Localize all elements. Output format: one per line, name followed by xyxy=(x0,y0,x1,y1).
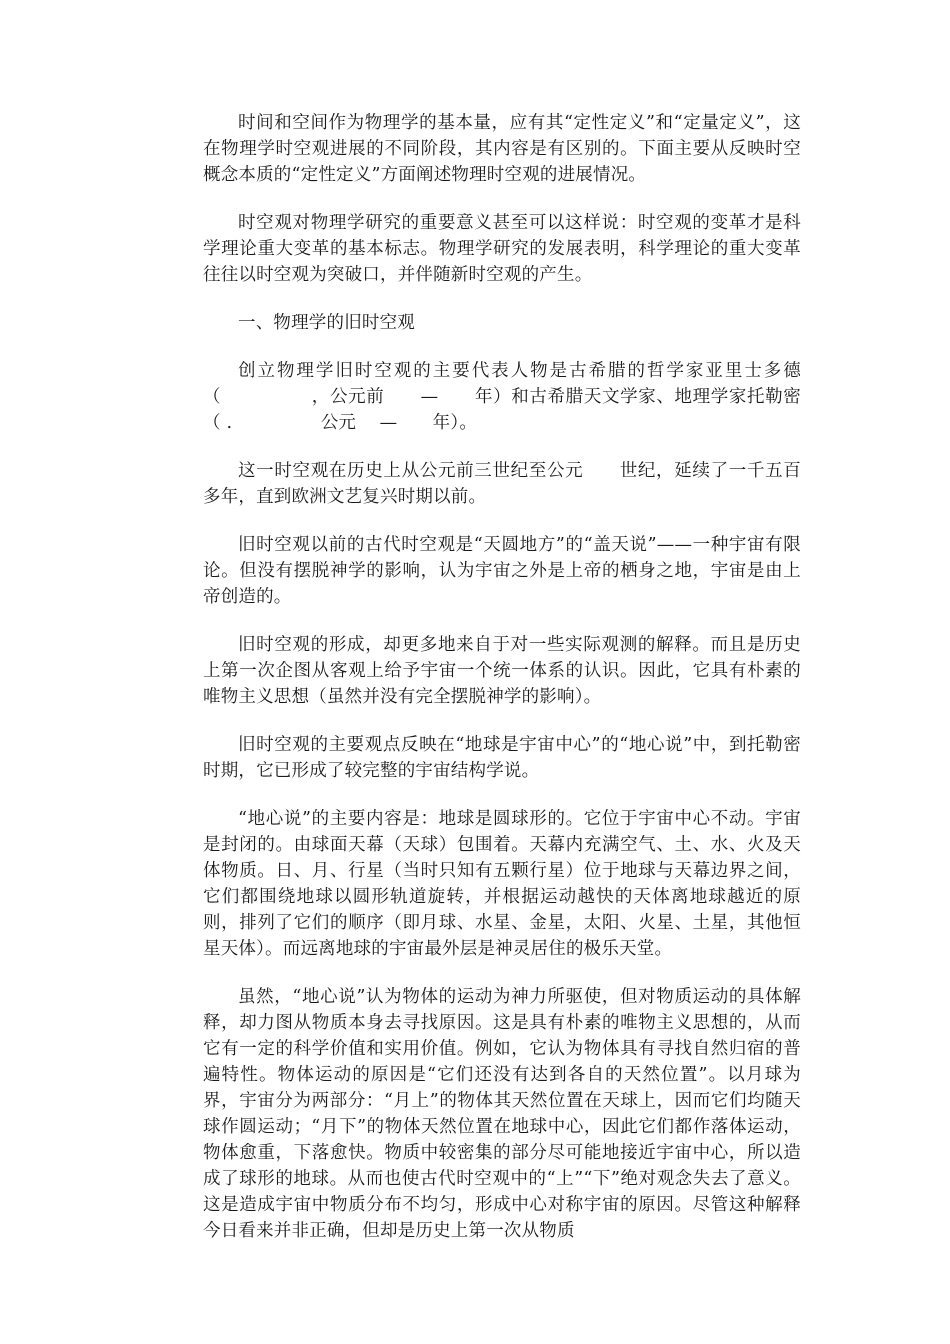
paragraph-formation: 旧时空观的形成，却更多地来自于对一些实际观测的解释。而且是历史上第一次企图从客观上给予宇宙一个统一体系的认识。因此，它具有朴素的唯物主义思想（虽然并没有完全摆脱神学的影响）。 xyxy=(203,635,801,707)
paragraph-ancient-view: 旧时空观以前的古代时空观是“天圆地方”的“盖天说”——一种宇宙有限论。但没有摆脱神学的影响，认为宇宙之外是上帝的栖身之地，宇宙是由上帝创造的。 xyxy=(203,535,801,607)
paragraph-intro-definitions: 时间和空间作为物理学的基本量，应有其“定性定义”和“定量定义”，这在物理学时空观进展的不同阶段，其内容是有区别的。下面主要从反映时空概念本质的“定性定义”方面阐述物理时空观的进展情况。 xyxy=(203,113,801,185)
document-body xyxy=(203,110,801,1266)
section-heading-old-spacetime: 一、物理学的旧时空观 xyxy=(238,313,415,333)
paragraph-geocentric-intro: 旧时空观的主要观点反映在“地球是宇宙中心”的“地心说”中，到托勒密时期，它已形成了较完整的宇宙结构学说。 xyxy=(203,735,801,781)
paragraph-significance: 时空观对物理学研究的重要意义甚至可以这样说：时空观的变革才是科学理论重大变革的基本标志。物理学研究的发展表明，科学理论的重大变革往往以时空观为突破口，并伴随新时空观的产生。 xyxy=(203,213,801,285)
paragraph-geocentric-content: “地心说”的主要内容是：地球是圆球形的。它位于宇宙中心不动。宇宙是封闭的。由球面天幕（天球）包围着。天幕内充满空气、土、水、火及天体物质。日、月、行星（当时只知有五颗行星）位于地球与天幕边界之间，它们都围绕地球以圆形轨道旋转，并根据运动越快的天体离地球越近的原则，排列了它们的顺序（即月球、水星、金星，太阳、火星、土星，其他恒星天体）。而远离地球的宇宙最外层是神灵居住的极乐天堂。 xyxy=(203,809,801,959)
paragraph-duration: 这一时空观在历史上从公元前三世纪至公元 世纪，延续了一千五百多年，直到欧洲文艺复兴时期以前。 xyxy=(203,461,801,507)
paragraph-geocentric-explanation: 虽然，“地心说”认为物体的运动为神力所驱使，但对物质运动的具体解释，却力图从物质本身去寻找原因。这是具有朴素的唯物主义思想的，从而它有一定的科学价值和实用价值。例如，它认为物体具有寻找自然归宿的普遍特性。物体运动的原因是“它们还没有达到各自的天然位置”。以月球为界，宇宙分为两部分：“月上”的物体其天然位置在天球上，因而它们均随天球作圆运动；“月下”的物体天然位置在地球中心，因此它们都作落体运动，物体愈重，下落愈快。物质中较密集的部分尽可能地接近宇宙中心，所以造成了球形的地球。从而也使古代时空观中的“上”“下”绝对观念失去了意义。这是造成宇宙中物质分布不均匀，形成中心对称宇宙的原因。尽管这种解释今日看来并非正确，但却是历史上第一次从物质 xyxy=(203,987,801,1241)
paragraph-representatives: 创立物理学旧时空观的主要代表人物是古希腊的哲学家亚里士多德（ ，公元前 — 年）和古希腊天文学家、地理学家托勒密（ . 公元 — 年）。 xyxy=(203,361,801,433)
